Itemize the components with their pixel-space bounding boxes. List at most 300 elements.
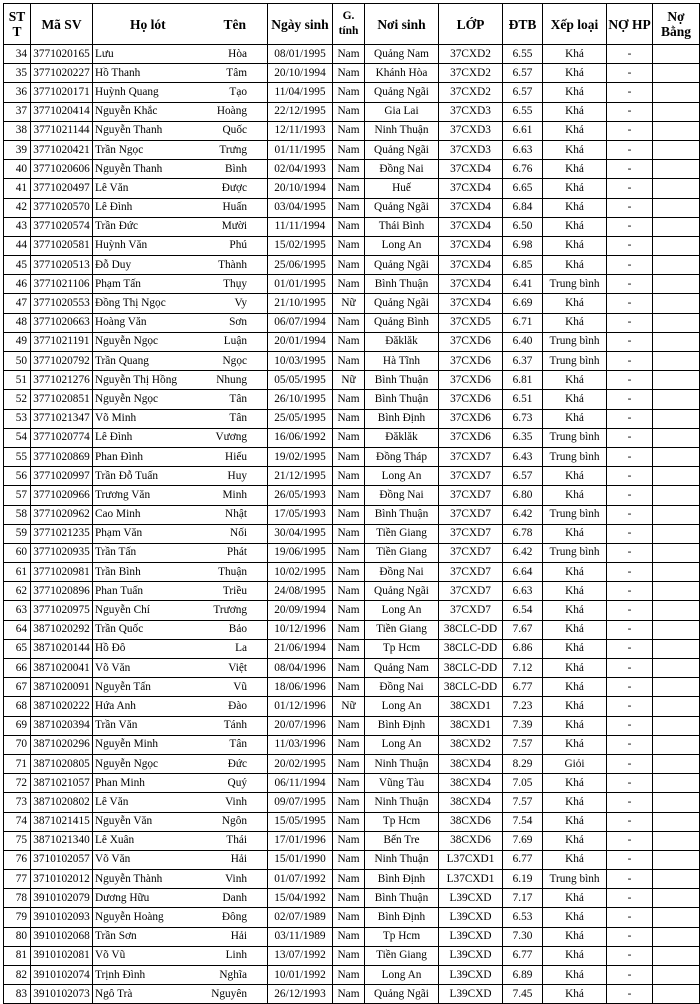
given-name-cell: Sơn [203, 313, 268, 332]
gender-cell: Nam [333, 563, 365, 582]
birthplace-cell: Tiền Giang [365, 946, 439, 965]
class-cell: L37CXD1 [439, 850, 503, 869]
student-id-cell: 3771020981 [31, 563, 93, 582]
classification-cell: Khá [543, 678, 607, 697]
row-number-cell: 77 [4, 870, 31, 889]
given-name-cell: Tân [203, 409, 268, 428]
gender-cell: Nam [333, 45, 365, 64]
credit-debt-cell: - [607, 160, 653, 179]
diploma-debt-cell [653, 371, 700, 390]
table-row [4, 505, 700, 524]
gpa-cell: 7.45 [503, 985, 543, 1004]
student-id-cell: 3871020292 [31, 620, 93, 639]
given-name-cell: Tân [203, 390, 268, 409]
credit-debt-cell: - [607, 236, 653, 255]
diploma-debt-cell [653, 793, 700, 812]
birth-date-cell: 15/02/1995 [268, 236, 333, 255]
given-name-cell: Mười [203, 217, 268, 236]
given-name-cell: Nguyên [203, 985, 268, 1004]
class-cell: 38CXD4 [439, 754, 503, 773]
birth-date-cell: 17/05/1993 [268, 505, 333, 524]
surname-cell: Nguyễn Minh [93, 735, 203, 754]
table-row [4, 140, 700, 159]
birth-date-cell: 21/10/1995 [268, 294, 333, 313]
classification-cell: Khá [543, 889, 607, 908]
table-row [4, 620, 700, 639]
birth-date-cell: 15/04/1992 [268, 889, 333, 908]
diploma-debt-cell [653, 946, 700, 965]
class-cell: 37CXD3 [439, 121, 503, 140]
gpa-cell: 7.39 [503, 716, 543, 735]
gpa-cell: 6.57 [503, 83, 543, 102]
gender-cell: Nam [333, 601, 365, 620]
surname-cell: Nguyễn Ngọc [93, 332, 203, 351]
birth-date-cell: 01/12/1996 [268, 697, 333, 716]
classification-cell: Khá [543, 371, 607, 390]
gender-cell: Nam [333, 332, 365, 351]
diploma-debt-cell [653, 102, 700, 121]
diploma-debt-cell [653, 294, 700, 313]
gpa-cell: 6.77 [503, 946, 543, 965]
diploma-debt-cell [653, 908, 700, 927]
surname-cell: Trần Văn [93, 716, 203, 735]
surname-cell: Nguyễn Khắc [93, 102, 203, 121]
gpa-cell: 7.23 [503, 697, 543, 716]
diploma-debt-cell [653, 236, 700, 255]
gpa-cell: 6.89 [503, 966, 543, 985]
birth-date-cell: 02/04/1993 [268, 160, 333, 179]
credit-debt-cell: - [607, 966, 653, 985]
classification-cell: Khá [543, 735, 607, 754]
given-name-cell: Tâm [203, 64, 268, 83]
row-number-cell: 53 [4, 409, 31, 428]
given-name-cell: Hải [203, 850, 268, 869]
row-number-cell: 80 [4, 927, 31, 946]
gpa-cell: 6.65 [503, 179, 543, 198]
diploma-debt-cell [653, 697, 700, 716]
birth-date-cell: 03/11/1989 [268, 927, 333, 946]
birthplace-cell: Bình Thuận [365, 371, 439, 390]
classification-cell: Khá [543, 601, 607, 620]
given-name-cell: Trương [203, 601, 268, 620]
class-cell: 38CXD4 [439, 793, 503, 812]
diploma-debt-cell [653, 409, 700, 428]
birth-date-cell: 16/06/1992 [268, 428, 333, 447]
classification-cell: Khá [543, 774, 607, 793]
gpa-cell: 6.63 [503, 140, 543, 159]
row-number-cell: 59 [4, 524, 31, 543]
diploma-debt-cell [653, 275, 700, 294]
given-name-cell: Phát [203, 543, 268, 562]
gender-cell: Nam [333, 735, 365, 754]
given-name-cell: Đào [203, 697, 268, 716]
gpa-cell: 6.55 [503, 45, 543, 64]
student-id-cell: 3871021415 [31, 812, 93, 831]
table-row [4, 179, 700, 198]
birth-date-cell: 06/07/1994 [268, 313, 333, 332]
header-classification: Xếp loại [543, 4, 607, 45]
classification-cell: Khá [543, 850, 607, 869]
classification-cell: Khá [543, 486, 607, 505]
row-number-cell: 55 [4, 447, 31, 466]
classification-cell: Trung bình [543, 275, 607, 294]
birth-date-cell: 11/03/1996 [268, 735, 333, 754]
diploma-debt-cell [653, 352, 700, 371]
given-name-cell: Vũ [203, 678, 268, 697]
credit-debt-cell: - [607, 83, 653, 102]
gender-cell: Nam [333, 486, 365, 505]
table-row [4, 850, 700, 869]
row-number-cell: 60 [4, 543, 31, 562]
row-number-cell: 73 [4, 793, 31, 812]
surname-cell: Lê Đình [93, 198, 203, 217]
credit-debt-cell: - [607, 716, 653, 735]
classification-cell: Khá [543, 256, 607, 275]
birthplace-cell: Đồng Nai [365, 563, 439, 582]
table-row [4, 352, 700, 371]
credit-debt-cell: - [607, 946, 653, 965]
gpa-cell: 7.12 [503, 659, 543, 678]
credit-debt-cell: - [607, 524, 653, 543]
birthplace-cell: Quảng Ngãi [365, 582, 439, 601]
credit-debt-cell: - [607, 467, 653, 486]
birthplace-cell: Long An [365, 735, 439, 754]
gender-cell: Nam [333, 774, 365, 793]
row-number-cell: 41 [4, 179, 31, 198]
row-number-cell: 64 [4, 620, 31, 639]
gpa-cell: 6.41 [503, 275, 543, 294]
row-number-cell: 57 [4, 486, 31, 505]
diploma-debt-cell [653, 505, 700, 524]
credit-debt-cell: - [607, 582, 653, 601]
classification-cell: Khá [543, 563, 607, 582]
gender-cell: Nam [333, 582, 365, 601]
gender-cell: Nam [333, 447, 365, 466]
surname-cell: Nguyễn Thanh [93, 160, 203, 179]
surname-cell: Nguyễn Thành [93, 870, 203, 889]
gpa-cell: 7.17 [503, 889, 543, 908]
birth-date-cell: 19/02/1995 [268, 447, 333, 466]
class-cell: 37CXD6 [439, 371, 503, 390]
class-cell: 38CLC-DD [439, 639, 503, 658]
birthplace-cell: Đồng Tháp [365, 447, 439, 466]
student-id-cell: 3771020663 [31, 313, 93, 332]
student-id-cell: 3771020171 [31, 83, 93, 102]
given-name-cell: Hải [203, 927, 268, 946]
classification-cell: Khá [543, 716, 607, 735]
table-row [4, 812, 700, 831]
given-name-cell: Ngôn [203, 812, 268, 831]
diploma-debt-cell [653, 850, 700, 869]
surname-cell: Võ Văn [93, 659, 203, 678]
diploma-debt-cell [653, 563, 700, 582]
student-id-cell: 3771020935 [31, 543, 93, 562]
credit-debt-cell: - [607, 639, 653, 658]
diploma-debt-cell [653, 486, 700, 505]
gender-cell: Nam [333, 313, 365, 332]
header-gender: G. tính [333, 4, 365, 45]
credit-debt-cell: - [607, 659, 653, 678]
given-name-cell: Ngọc [203, 352, 268, 371]
gender-cell: Nữ [333, 294, 365, 313]
given-name-cell: Việt [203, 659, 268, 678]
row-number-cell: 75 [4, 831, 31, 850]
gender-cell: Nam [333, 390, 365, 409]
student-id-cell: 3771020227 [31, 64, 93, 83]
birth-date-cell: 21/12/1995 [268, 467, 333, 486]
credit-debt-cell: - [607, 447, 653, 466]
given-name-cell: Quốc [203, 121, 268, 140]
surname-cell: Lưu [93, 45, 203, 64]
table-row [4, 793, 700, 812]
row-number-cell: 78 [4, 889, 31, 908]
gpa-cell: 6.77 [503, 850, 543, 869]
classification-cell: Khá [543, 102, 607, 121]
student-results-table [3, 3, 700, 1004]
student-id-cell: 3871020144 [31, 639, 93, 658]
gpa-cell: 6.19 [503, 870, 543, 889]
classification-cell: Khá [543, 793, 607, 812]
classification-cell: Khá [543, 582, 607, 601]
credit-debt-cell: - [607, 620, 653, 639]
student-id-cell: 3871020394 [31, 716, 93, 735]
gpa-cell: 7.57 [503, 793, 543, 812]
birth-date-cell: 30/04/1995 [268, 524, 333, 543]
birth-date-cell: 20/10/1994 [268, 64, 333, 83]
row-number-cell: 46 [4, 275, 31, 294]
table-row [4, 831, 700, 850]
gpa-cell: 6.84 [503, 198, 543, 217]
table-row [4, 601, 700, 620]
gpa-cell: 7.05 [503, 774, 543, 793]
birth-date-cell: 02/07/1989 [268, 908, 333, 927]
row-number-cell: 58 [4, 505, 31, 524]
table-row [4, 985, 700, 1004]
credit-debt-cell: - [607, 140, 653, 159]
table-row [4, 467, 700, 486]
given-name-cell: Hiếu [203, 447, 268, 466]
row-number-cell: 70 [4, 735, 31, 754]
gender-cell: Nam [333, 217, 365, 236]
surname-cell: Hoàng Văn [93, 313, 203, 332]
student-id-cell: 3771020774 [31, 428, 93, 447]
gpa-cell: 6.37 [503, 352, 543, 371]
birth-date-cell: 03/04/1995 [268, 198, 333, 217]
credit-debt-cell: - [607, 179, 653, 198]
birthplace-cell: Đồng Nai [365, 678, 439, 697]
credit-debt-cell: - [607, 371, 653, 390]
gpa-cell: 6.53 [503, 908, 543, 927]
surname-cell: Phan Minh [93, 774, 203, 793]
class-cell: 38CXD6 [439, 831, 503, 850]
class-cell: 37CXD7 [439, 447, 503, 466]
birthplace-cell: Bình Thuận [365, 275, 439, 294]
table-row [4, 332, 700, 351]
diploma-debt-cell [653, 217, 700, 236]
class-cell: 38CXD1 [439, 697, 503, 716]
diploma-debt-cell [653, 659, 700, 678]
surname-cell: Trần Tấn [93, 543, 203, 562]
surname-cell: Trần Ngọc [93, 140, 203, 159]
given-name-cell: Đông [203, 908, 268, 927]
birth-date-cell: 10/03/1995 [268, 352, 333, 371]
table-row [4, 160, 700, 179]
diploma-debt-cell [653, 198, 700, 217]
table-row [4, 927, 700, 946]
credit-debt-cell: - [607, 754, 653, 773]
birthplace-cell: Long An [365, 966, 439, 985]
student-id-cell: 3871021340 [31, 831, 93, 850]
surname-cell: Võ Minh [93, 409, 203, 428]
student-id-cell: 3771020851 [31, 390, 93, 409]
student-id-cell: 3771020574 [31, 217, 93, 236]
student-id-cell: 3771021276 [31, 371, 93, 390]
row-number-cell: 68 [4, 697, 31, 716]
birthplace-cell: Khánh Hòa [365, 64, 439, 83]
gpa-cell: 6.98 [503, 236, 543, 255]
birthplace-cell: Tp Hcm [365, 927, 439, 946]
header-given-name: Tên [203, 4, 268, 45]
class-cell: 38CLC-DD [439, 678, 503, 697]
gpa-cell: 7.69 [503, 831, 543, 850]
gender-cell: Nam [333, 908, 365, 927]
credit-debt-cell: - [607, 352, 653, 371]
gpa-cell: 6.71 [503, 313, 543, 332]
surname-cell: Hồ Đô [93, 639, 203, 658]
gpa-cell: 6.69 [503, 294, 543, 313]
gender-cell: Nam [333, 160, 365, 179]
row-number-cell: 72 [4, 774, 31, 793]
birthplace-cell: Long An [365, 467, 439, 486]
surname-cell: Trương Văn [93, 486, 203, 505]
row-number-cell: 76 [4, 850, 31, 869]
class-cell: 37CXD7 [439, 563, 503, 582]
header-credit-debt: NỢ HP [607, 4, 653, 45]
surname-cell: Trần Quốc [93, 620, 203, 639]
surname-cell: Trần Đức [93, 217, 203, 236]
diploma-debt-cell [653, 620, 700, 639]
given-name-cell: Nghĩa [203, 966, 268, 985]
gpa-cell: 6.86 [503, 639, 543, 658]
classification-cell: Khá [543, 927, 607, 946]
credit-debt-cell: - [607, 428, 653, 447]
credit-debt-cell: - [607, 294, 653, 313]
table-row [4, 217, 700, 236]
birthplace-cell: Quảng Ngãi [365, 294, 439, 313]
birth-date-cell: 19/06/1995 [268, 543, 333, 562]
student-id-cell: 3771020581 [31, 236, 93, 255]
row-number-cell: 56 [4, 467, 31, 486]
birth-date-cell: 26/10/1995 [268, 390, 333, 409]
class-cell: L39CXD [439, 966, 503, 985]
credit-debt-cell: - [607, 908, 653, 927]
class-cell: 37CXD7 [439, 543, 503, 562]
student-id-cell: 3771020421 [31, 140, 93, 159]
gender-cell: Nam [333, 754, 365, 773]
class-cell: 37CXD3 [439, 140, 503, 159]
gender-cell: Nam [333, 524, 365, 543]
birthplace-cell: Vũng Tàu [365, 774, 439, 793]
diploma-debt-cell [653, 678, 700, 697]
gpa-cell: 6.40 [503, 332, 543, 351]
birth-date-cell: 17/01/1996 [268, 831, 333, 850]
table-row [4, 908, 700, 927]
row-number-cell: 82 [4, 966, 31, 985]
gpa-cell: 6.76 [503, 160, 543, 179]
classification-cell: Giỏi [543, 754, 607, 773]
given-name-cell: Bảo [203, 620, 268, 639]
gender-cell: Nam [333, 831, 365, 850]
class-cell: 37CXD6 [439, 409, 503, 428]
student-id-cell: 3771021347 [31, 409, 93, 428]
birthplace-cell: Quảng Nam [365, 659, 439, 678]
birthplace-cell: Tiền Giang [365, 543, 439, 562]
student-id-cell: 3771020553 [31, 294, 93, 313]
row-number-cell: 79 [4, 908, 31, 927]
header-birth-date: Ngày sinh [268, 4, 333, 45]
surname-cell: Võ Vũ [93, 946, 203, 965]
birthplace-cell: Bình Thuận [365, 505, 439, 524]
given-name-cell: Thụy [203, 275, 268, 294]
birth-date-cell: 20/10/1994 [268, 179, 333, 198]
student-id-cell: 3771020962 [31, 505, 93, 524]
credit-debt-cell: - [607, 313, 653, 332]
gpa-cell: 6.55 [503, 102, 543, 121]
classification-cell: Khá [543, 83, 607, 102]
credit-debt-cell: - [607, 774, 653, 793]
classification-cell: Trung bình [543, 870, 607, 889]
surname-cell: Phạm Tấn [93, 275, 203, 294]
student-id-cell: 3771020570 [31, 198, 93, 217]
birth-date-cell: 10/01/1992 [268, 966, 333, 985]
gpa-cell: 6.57 [503, 64, 543, 83]
student-id-cell: 3771021235 [31, 524, 93, 543]
diploma-debt-cell [653, 140, 700, 159]
class-cell: 38CLC-DD [439, 620, 503, 639]
header-class: LỚP [439, 4, 503, 45]
birth-date-cell: 21/06/1994 [268, 639, 333, 658]
table-row [4, 486, 700, 505]
birthplace-cell: Quảng Nam [365, 45, 439, 64]
class-cell: 38CXD6 [439, 812, 503, 831]
credit-debt-cell: - [607, 505, 653, 524]
table-row [4, 83, 700, 102]
row-number-cell: 36 [4, 83, 31, 102]
birthplace-cell: Quảng Ngãi [365, 140, 439, 159]
surname-cell: Lê Xuân [93, 831, 203, 850]
given-name-cell: Triều [203, 582, 268, 601]
student-id-cell: 3771020165 [31, 45, 93, 64]
given-name-cell: Thái [203, 831, 268, 850]
credit-debt-cell: - [607, 563, 653, 582]
birthplace-cell: Đăklăk [365, 332, 439, 351]
classification-cell: Khá [543, 198, 607, 217]
surname-cell: Nguyễn Ngọc [93, 390, 203, 409]
table-row [4, 447, 700, 466]
gender-cell: Nam [333, 409, 365, 428]
given-name-cell: Tân [203, 735, 268, 754]
birth-date-cell: 11/04/1995 [268, 83, 333, 102]
gender-cell: Nam [333, 716, 365, 735]
student-id-cell: 3871020222 [31, 697, 93, 716]
gender-cell: Nam [333, 352, 365, 371]
student-id-cell: 3771021106 [31, 275, 93, 294]
birthplace-cell: Bình Định [365, 716, 439, 735]
row-number-cell: 42 [4, 198, 31, 217]
diploma-debt-cell [653, 870, 700, 889]
gpa-cell: 6.78 [503, 524, 543, 543]
birthplace-cell: Tiền Giang [365, 524, 439, 543]
